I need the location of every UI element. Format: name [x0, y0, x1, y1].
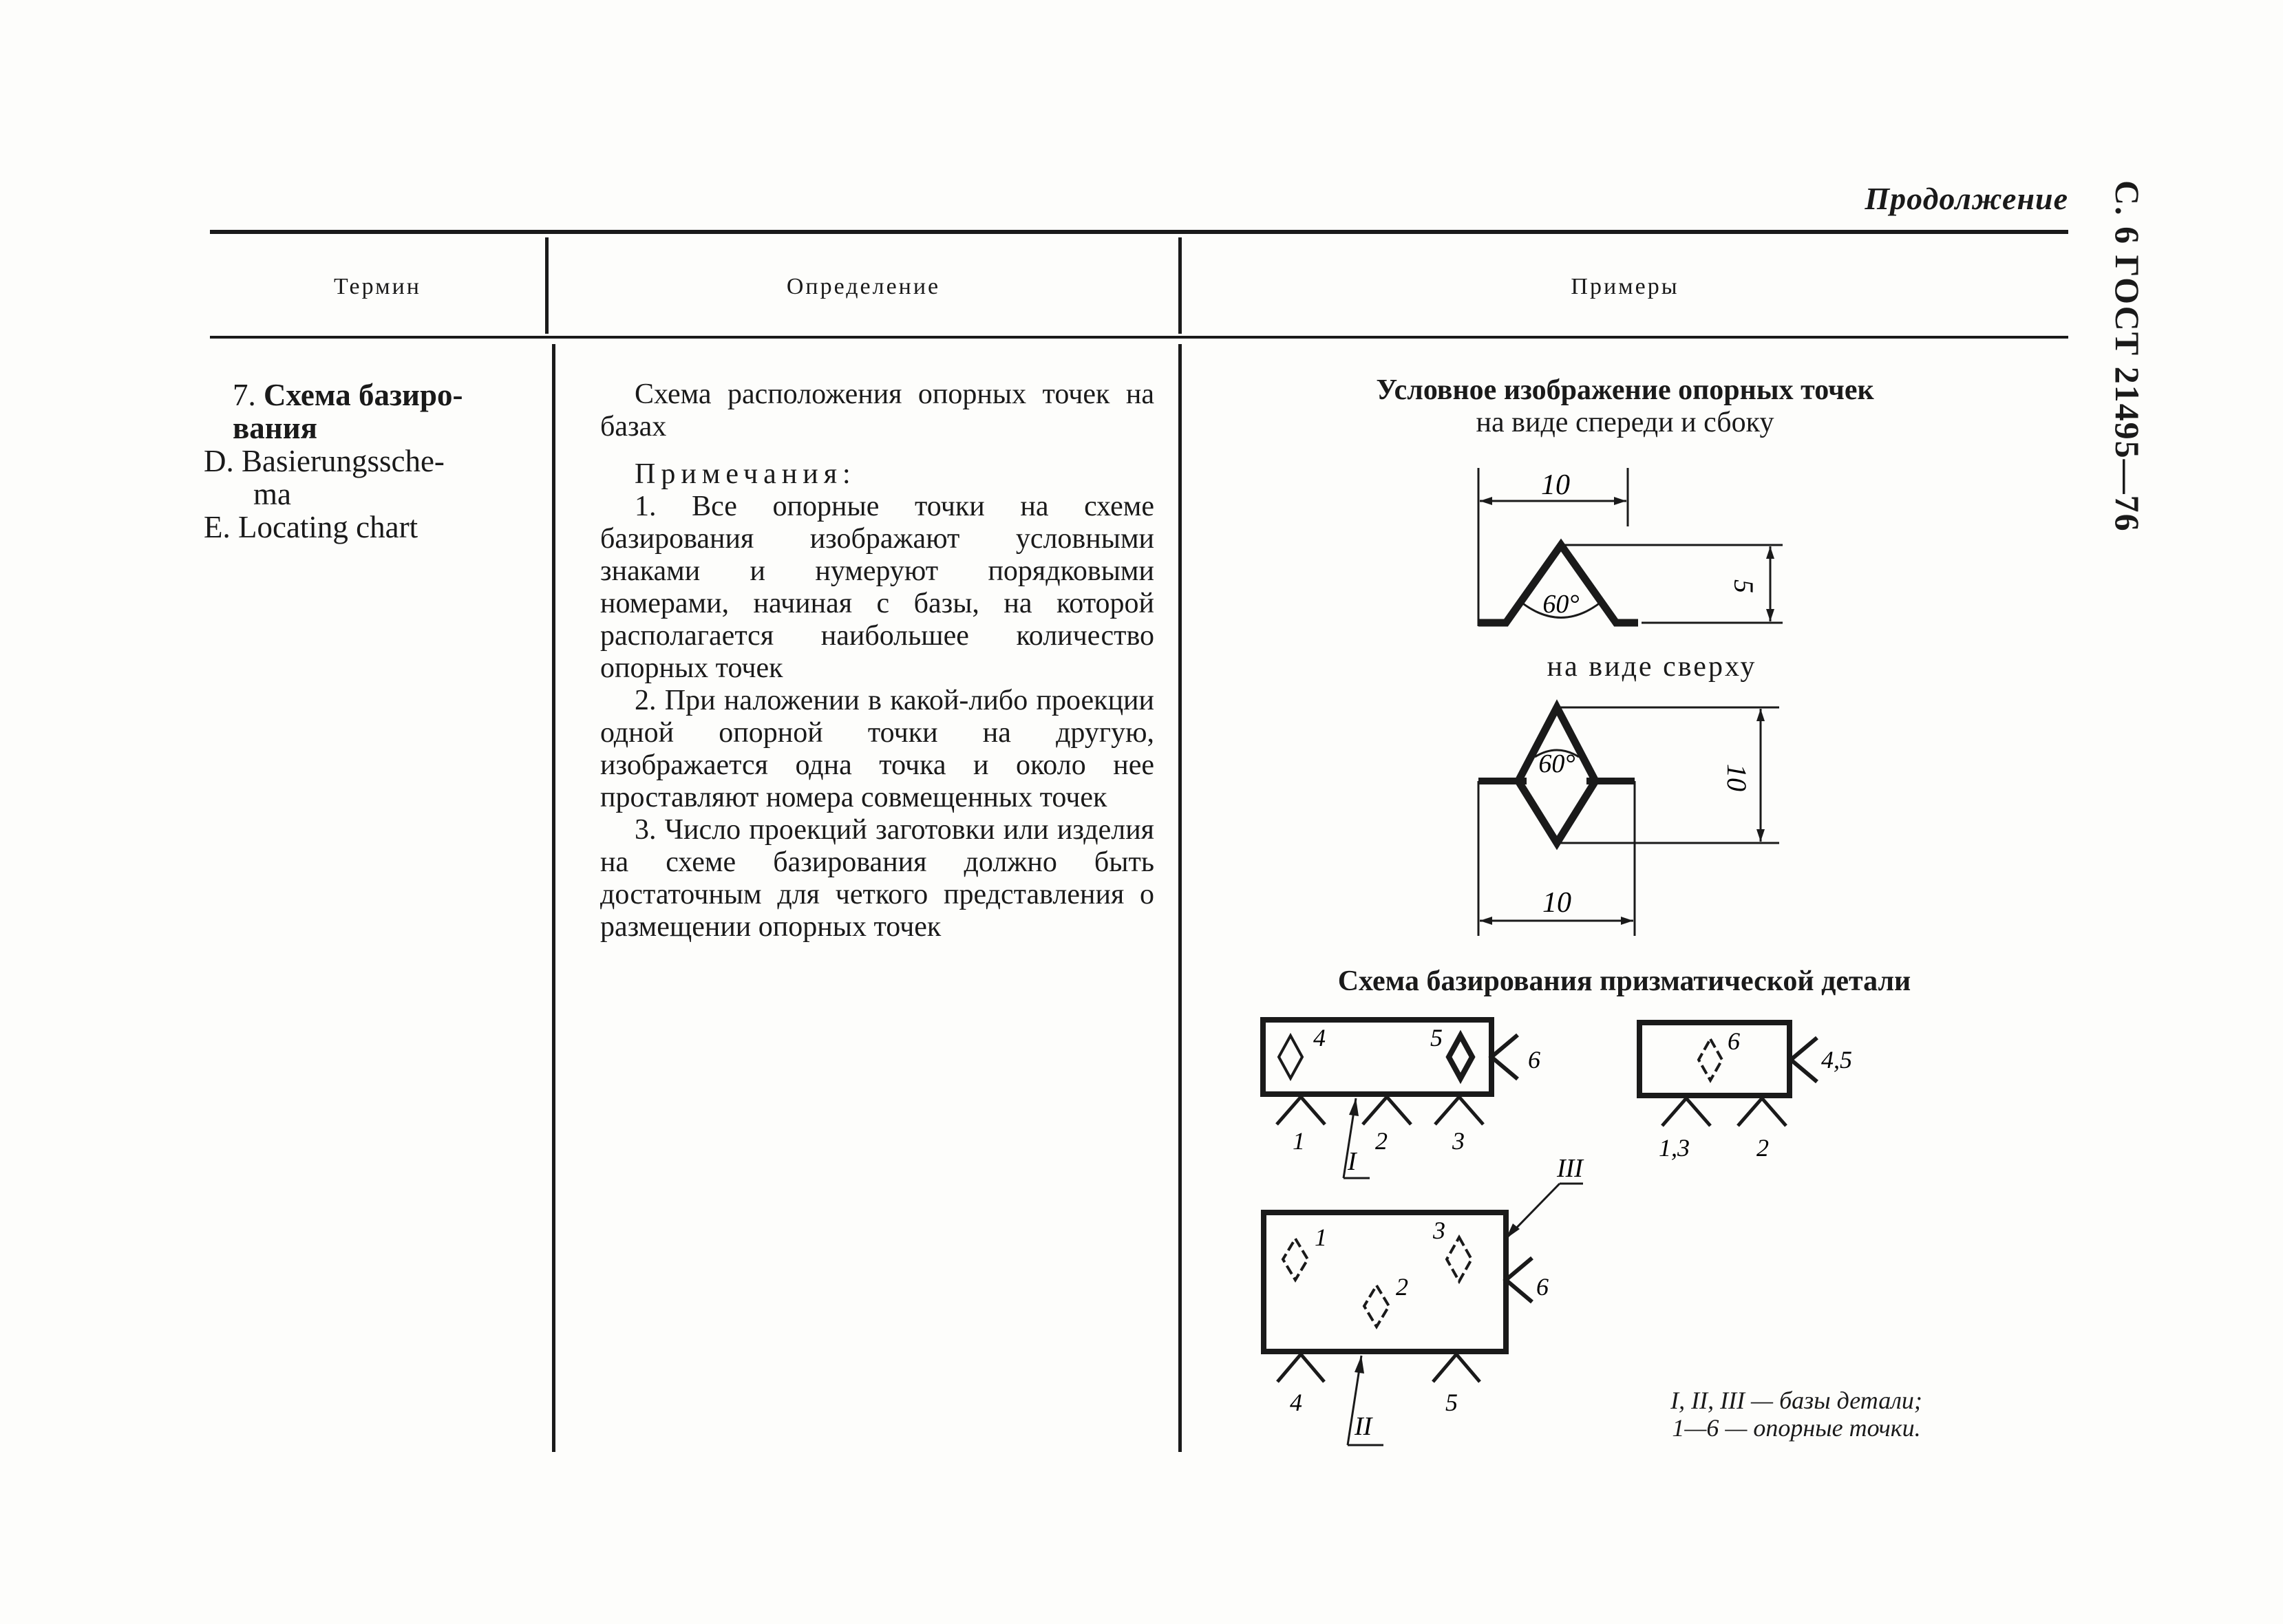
base-II-pointer	[1348, 1356, 1383, 1445]
top-point-4	[1277, 1354, 1324, 1416]
table-top-rule	[210, 230, 2068, 234]
symbol-title: Условное изображение опорных точек	[1376, 374, 1874, 406]
top-point-5	[1433, 1354, 1480, 1416]
front-point-4	[1279, 1024, 1326, 1078]
front-point-6	[1491, 1035, 1540, 1079]
front-point-5	[1430, 1024, 1472, 1078]
column-header-definition: Определение	[786, 274, 941, 299]
svg-text:2: 2	[1756, 1134, 1769, 1162]
term-name-line1: 7. Схема базиро-	[233, 378, 463, 412]
svg-text:1: 1	[1293, 1127, 1305, 1155]
side-point-2	[1738, 1098, 1786, 1162]
side-page-label	[2079, 180, 2161, 566]
svg-text:3: 3	[1433, 1217, 1445, 1244]
svg-text:6: 6	[1728, 1027, 1740, 1055]
note-3: 3. Число проекций заготовки или изделия на схеме базирования должно быть достаточным для четкого представления о размещении опорных точек	[600, 814, 1154, 943]
dim-width-label: 10	[1541, 469, 1570, 501]
dim-angle-label: 60°	[1542, 590, 1580, 619]
notes-title: Примечания:	[635, 458, 856, 490]
svg-text:2: 2	[1375, 1127, 1388, 1155]
legend-bases: I, II, III — базы детали;	[1670, 1387, 1922, 1414]
svg-text:I: I	[1348, 1147, 1357, 1176]
svg-text:4: 4	[1290, 1389, 1302, 1416]
svg-text:6: 6	[1536, 1273, 1549, 1301]
top-angle-label: 60°	[1538, 749, 1575, 778]
continuation-label: Продолжение	[1865, 181, 2068, 216]
symbol-subtitle: на виде спереди и сбоку	[1476, 407, 1774, 438]
legend-points: 1—6 — опорные точки.	[1672, 1414, 1921, 1442]
svg-text:5: 5	[1430, 1024, 1443, 1051]
dim-height-label: 5	[1728, 579, 1759, 593]
gost-label: С. 6 ГОСТ 21495—76	[2108, 180, 2147, 533]
svg-text:5: 5	[1445, 1389, 1458, 1416]
svg-text:2: 2	[1396, 1273, 1408, 1301]
top-point-6	[1506, 1258, 1549, 1302]
svg-text:3: 3	[1452, 1127, 1465, 1155]
top-point-3	[1432, 1217, 1472, 1281]
svg-text:1: 1	[1315, 1224, 1327, 1251]
side-point-6	[1699, 1027, 1740, 1080]
term-english: E. Locating chart	[204, 510, 418, 544]
definition-main: Схема расположения опорных точек на базах	[600, 378, 1154, 442]
chart-side-view	[1624, 1005, 1913, 1177]
column-header-examples: Примеры	[1571, 274, 1679, 299]
column-divider-2-body	[1178, 344, 1182, 1452]
svg-text:II: II	[1355, 1412, 1372, 1441]
header-bottom-rule	[210, 336, 2068, 339]
term-german: D. Basierungssche-	[204, 444, 445, 478]
note-2: 2. При наложении в какой-либо проекции одной опорной точки на другую, изображается одна точка и около нее проставляют номера совмещенных точек	[600, 685, 1154, 813]
chart-title: Схема базирования призматической детали	[1337, 965, 1911, 997]
svg-text:III: III	[1557, 1154, 1583, 1183]
side-point-4-5	[1791, 1038, 1852, 1082]
definition-cell	[600, 378, 1154, 943]
front-view-symbol	[1459, 454, 1817, 647]
base-III-pointer	[1506, 1154, 1584, 1239]
top-point-1	[1283, 1224, 1327, 1280]
svg-text:4,5: 4,5	[1821, 1046, 1852, 1073]
svg-text:4: 4	[1313, 1024, 1326, 1051]
chart-top-view	[1253, 1142, 1638, 1459]
note-1: 1. Все опорные точки на схеме базирования изображают условными знаками и нумеруют порядковыми номерами, начиная с базы, на которой располагается наибольшее количество опорных точек	[600, 491, 1154, 684]
top-width-label: 10	[1542, 887, 1571, 919]
top-point-2	[1364, 1273, 1408, 1327]
top-view-label: на виде сверху	[1547, 651, 1757, 683]
chart-legend	[1604, 1387, 1989, 1442]
term-german-cont: ma	[253, 477, 291, 511]
svg-text:1,3: 1,3	[1659, 1134, 1690, 1162]
column-header-term: Термин	[334, 274, 421, 299]
term-name-line2: вания	[233, 411, 318, 445]
svg-text:6: 6	[1528, 1046, 1540, 1073]
column-divider-1-body	[552, 344, 555, 1452]
side-point-1-3	[1659, 1098, 1710, 1162]
top-view-symbol	[1459, 695, 1817, 943]
top-height-label: 10	[1721, 764, 1752, 791]
term-cell	[204, 378, 534, 544]
